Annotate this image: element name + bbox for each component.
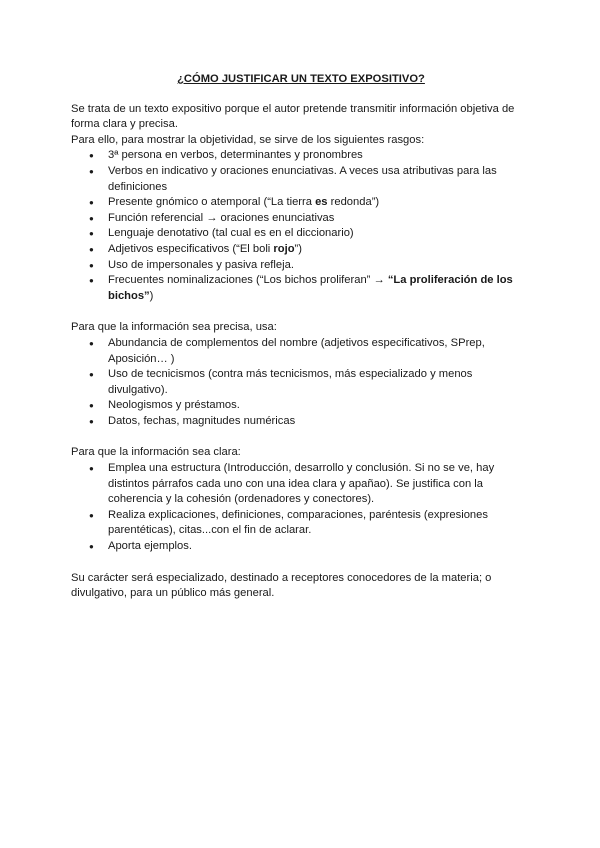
- list-item: ● Emplea una estructura (Introducción, desarrollo y conclusión. Si no se ve, hay distintos párrafos cada uno con una idea clara y apañao). Se justifica con la coherencia y la cohesión (ordenadores y conectores).: [108, 461, 531, 508]
- list-item: ● Uso de impersonales y pasiva refleja.: [108, 258, 531, 274]
- precision-heading: Para que la información sea precisa, usa:: [71, 321, 277, 334]
- list-item: ● Abundancia de complementos del nombre (adjetivos especificativos, SPrep, Aposición… ): [108, 336, 531, 367]
- list-item: ● Neologismos y préstamos.: [108, 398, 531, 414]
- list-item: ● Presente gnómico o atemporal (“La tierra es redonda”): [108, 195, 531, 211]
- clarity-list: [71, 461, 531, 555]
- document-page: [71, 72, 531, 602]
- list-item: ● Lenguaje denotativo (tal cual es en el diccionario): [108, 226, 531, 242]
- intro-paragraph: Se trata de un texto expositivo porque el autor pretende transmitir información objetiva de forma clara y precisa.: [71, 102, 515, 131]
- list-item: ● Adjetivos especificativos (“El boli rojo”): [108, 242, 531, 258]
- list-item: ● Función referencial → oraciones enunciativas: [108, 211, 531, 227]
- precision-list: [71, 336, 531, 430]
- list-item: ● Verbos en indicativo y oraciones enunciativas. A veces usa atributivas para las definiciones: [108, 164, 531, 195]
- list-item: ● Realiza explicaciones, definiciones, comparaciones, paréntesis (expresiones parentéticas), citas...con el fin de aclarar.: [108, 508, 531, 539]
- objectivity-list: [71, 148, 531, 304]
- intro-lead: Para ello, para mostrar la objetividad, se sirve de los siguientes rasgos:: [71, 133, 425, 146]
- clarity-heading: Para que la información sea clara:: [71, 446, 241, 459]
- conclusion-paragraph: Su carácter será especializado, destinado a receptores conocedores de la materia; o divulgativo, para un público más general.: [71, 571, 492, 600]
- list-item: ● Frecuentes nominalizaciones (“Los bichos proliferan” → “La proliferación de los bichos”): [108, 273, 531, 304]
- list-item: ● Aporta ejemplos.: [108, 539, 531, 555]
- list-item: ● Uso de tecnicismos (contra más tecnicismos, más especializado y menos divulgativo).: [108, 367, 531, 398]
- list-item: ● 3ª persona en verbos, determinantes y pronombres: [108, 148, 531, 164]
- page-title: ¿CÓMO JUSTIFICAR UN TEXTO EXPOSITIVO?: [177, 73, 425, 85]
- list-item: ● Datos, fechas, magnitudes numéricas: [108, 414, 531, 430]
